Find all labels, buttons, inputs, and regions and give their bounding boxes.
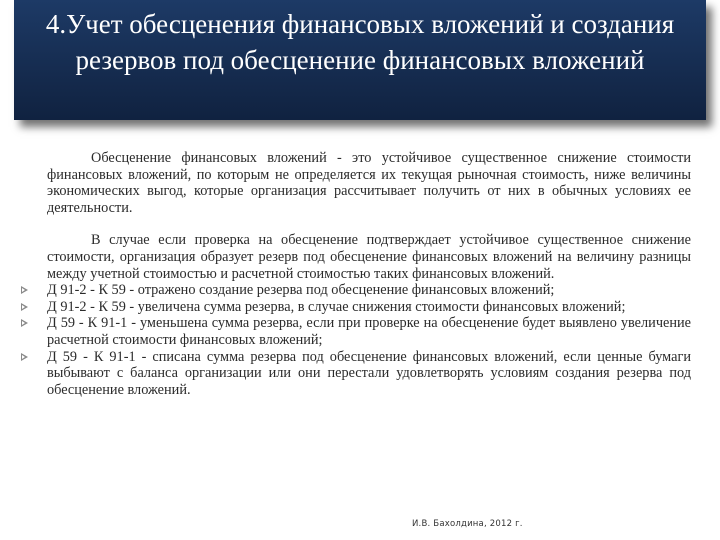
list-item xyxy=(47,282,691,299)
arrow-bullet-icon xyxy=(21,303,28,311)
list-item xyxy=(47,349,691,399)
arrow-bullet-icon xyxy=(21,319,28,327)
arrow-bullet-icon xyxy=(21,353,28,361)
list-item-text: Д 91-2 - К 59 - увеличена сумма резерва, в случае снижения стоимости финансовых вложений; xyxy=(47,298,626,315)
reserve-paragraph: В случае если проверка на обесценение подтверждает устойчивое существенное снижение стоимости, организация образует резерв под обесценение финансовых вложений на величину разницы между учетной стоимостью и расчетной стоимостью таких финансовых вложений. xyxy=(47,232,691,282)
slide-title: 4.Учет обесценения финансовых вложений и создания резервов под обесценение финансовых вложений xyxy=(45,9,675,75)
slide-content xyxy=(47,150,691,398)
entries-list xyxy=(47,282,691,398)
definition-paragraph: Обесценение финансовых вложений - это устойчивое существенное снижение стоимости финансовых вложений, по которым не определяется их текущая рыночная стоимость, ниже величины экономических выгод, которые организация рассчитывает получить от них в обычных условиях ее деятельности. xyxy=(47,150,691,216)
list-item xyxy=(47,315,691,348)
arrow-bullet-icon xyxy=(21,286,28,294)
list-item xyxy=(47,299,691,316)
author-signature: И.В. Бахолдина, 2012 г. xyxy=(412,519,523,529)
list-item-text: Д 91-2 - К 59 - отражено создание резерва под обесценение финансовых вложений; xyxy=(47,282,555,299)
list-item-text: Д 59 - К 91-1 - списана сумма резерва под обесценение финансовых вложений, если ценные бумаги выбывают с баланса организации или они перестали удовлетворять условиям создания резерва под обесценение вложений. xyxy=(47,348,691,398)
list-item-text: Д 59 - К 91-1 - уменьшена сумма резерва, если при проверке на обесценение будет выявлено увеличение расчетной стоимости финансовых вложений; xyxy=(47,315,691,348)
